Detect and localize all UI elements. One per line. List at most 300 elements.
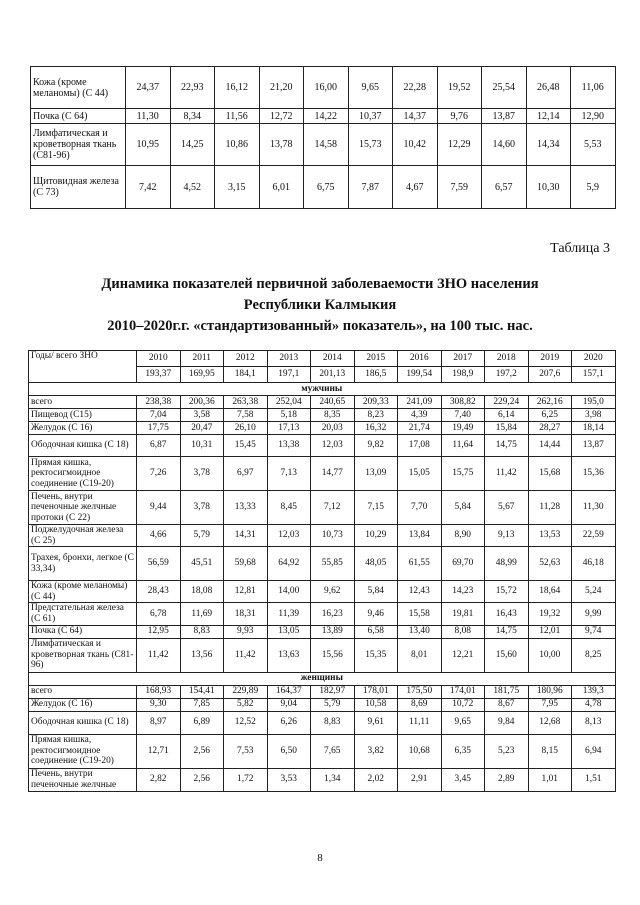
section-women-label: женщины xyxy=(29,672,616,685)
cell: 11,64 xyxy=(441,435,485,457)
cell: 6,50 xyxy=(267,734,311,768)
title-line: Республики Калмыкия xyxy=(243,297,397,313)
cell: 2,02 xyxy=(354,768,398,791)
year-header: 2016 xyxy=(398,351,442,367)
cell: 7,26 xyxy=(137,457,181,491)
cell: 10,73 xyxy=(311,525,355,547)
cell: 11,11 xyxy=(398,711,442,734)
cell: 139,3 xyxy=(572,685,616,698)
cell: 6,26 xyxy=(267,711,311,734)
cell: 15,35 xyxy=(354,638,398,672)
cell: 10,72 xyxy=(441,698,485,711)
cell: 9,46 xyxy=(354,603,398,625)
row-label: Ободочная кишка (С 18) xyxy=(29,711,137,734)
cell: 11,42 xyxy=(137,638,181,672)
table-row xyxy=(29,625,616,638)
table-row xyxy=(29,491,616,525)
cell: 59,68 xyxy=(224,547,268,581)
cell: 7,04 xyxy=(137,409,181,422)
cell: 11,30 xyxy=(572,491,616,525)
cell: 11,28 xyxy=(528,491,572,525)
row-label: Желудок (С 16) xyxy=(29,698,137,711)
cell: 56,59 xyxy=(137,547,181,581)
women-rows xyxy=(29,685,616,791)
cell: 154,41 xyxy=(180,685,224,698)
cell: 10,58 xyxy=(354,698,398,711)
cell: 9,61 xyxy=(354,711,398,734)
cell: 9,84 xyxy=(485,711,529,734)
cell: 48,99 xyxy=(485,547,529,581)
cell: 8,23 xyxy=(354,409,398,422)
cell: 10,86 xyxy=(215,124,260,166)
cell: 5,67 xyxy=(485,491,529,525)
table-row xyxy=(29,435,616,457)
cell: 5,24 xyxy=(572,581,616,603)
cell: 19,49 xyxy=(441,422,485,435)
table-row xyxy=(31,124,616,166)
title-line: 2010–2020г.г. «стандартизованный» показатель», на 100 тыс. нас. xyxy=(107,318,533,334)
cell: 14,58 xyxy=(304,124,349,166)
cell: 45,51 xyxy=(180,547,224,581)
cell: 12,21 xyxy=(441,638,485,672)
row-label: Пищевод (С15) xyxy=(29,409,137,422)
cell: 4,67 xyxy=(393,166,438,209)
cell: 3,53 xyxy=(267,768,311,791)
cell: 178,01 xyxy=(354,685,398,698)
cell: 13,84 xyxy=(398,525,442,547)
cell: 18,31 xyxy=(224,603,268,625)
cell: 8,83 xyxy=(311,711,355,734)
cell: 14,23 xyxy=(441,581,485,603)
cell: 12,90 xyxy=(571,109,616,124)
cell: 16,43 xyxy=(485,603,529,625)
cell: 6,58 xyxy=(354,625,398,638)
cell: 7,15 xyxy=(354,491,398,525)
row-label: Печень, внутри печеночные желчные протоки (С 22) xyxy=(29,491,137,525)
cell: 9,76 xyxy=(437,109,482,124)
cell: 17,08 xyxy=(398,435,442,457)
cell: 11,56 xyxy=(215,109,260,124)
cell: 1,01 xyxy=(528,768,572,791)
cell: 12,72 xyxy=(259,109,304,124)
cell: 7,85 xyxy=(180,698,224,711)
table-row xyxy=(29,734,616,768)
cell: 11,30 xyxy=(126,109,171,124)
cell: 5,18 xyxy=(267,409,311,422)
table-row xyxy=(29,525,616,547)
cell: 14,34 xyxy=(526,124,571,166)
cell: 200,36 xyxy=(180,396,224,409)
cell: 9,93 xyxy=(224,625,268,638)
cell: 12,03 xyxy=(267,525,311,547)
page-title xyxy=(30,274,610,337)
table-label: Таблица 3 xyxy=(550,241,610,256)
cell: 1,72 xyxy=(224,768,268,791)
table-row xyxy=(29,547,616,581)
cell: 3,58 xyxy=(180,409,224,422)
cell: 10,42 xyxy=(393,124,438,166)
cell: 229,89 xyxy=(224,685,268,698)
cell: 16,23 xyxy=(311,603,355,625)
cell: 14,00 xyxy=(267,581,311,603)
cell: 13,63 xyxy=(267,638,311,672)
table-row xyxy=(29,685,616,698)
cell: 10,95 xyxy=(126,124,171,166)
year-header: 2020 xyxy=(572,351,616,367)
total-cell: 169,95 xyxy=(180,367,224,383)
cell: 8,13 xyxy=(572,711,616,734)
cell: 55,85 xyxy=(311,547,355,581)
cell: 14,75 xyxy=(485,625,529,638)
cell: 9,65 xyxy=(348,67,393,109)
cell: 13,33 xyxy=(224,491,268,525)
cell: 229,24 xyxy=(485,396,529,409)
table-row xyxy=(29,768,616,791)
cell: 182,97 xyxy=(311,685,355,698)
row-label: Ободочная кишка (С 18) xyxy=(29,435,137,457)
cell: 5,82 xyxy=(224,698,268,711)
continued-table xyxy=(30,66,616,209)
cell: 2,56 xyxy=(180,734,224,768)
total-cell: 207,6 xyxy=(528,367,572,383)
cell: 3,82 xyxy=(354,734,398,768)
row-label: Почка (С 64) xyxy=(29,625,137,638)
cell: 164,37 xyxy=(267,685,311,698)
cell: 16,00 xyxy=(304,67,349,109)
row-label: Прямая кишка, ректосигмоидное соединение (С19-20) xyxy=(29,457,137,491)
row-label: Почка (С 64) xyxy=(31,109,126,124)
cell: 6,01 xyxy=(259,166,304,209)
cell: 15,60 xyxy=(485,638,529,672)
table-row xyxy=(29,698,616,711)
cell: 15,45 xyxy=(224,435,268,457)
cell: 18,14 xyxy=(572,422,616,435)
row-label: Лимфатическая и кроветворная ткань (С81-96) xyxy=(29,638,137,672)
cell: 13,87 xyxy=(572,435,616,457)
cell: 21,74 xyxy=(398,422,442,435)
total-cell: 198,9 xyxy=(441,367,485,383)
cell: 180,96 xyxy=(528,685,572,698)
cell: 6,87 xyxy=(137,435,181,457)
cell: 15,72 xyxy=(485,581,529,603)
cell: 13,09 xyxy=(354,457,398,491)
total-cell: 201,13 xyxy=(311,367,355,383)
cell: 175,50 xyxy=(398,685,442,698)
cell: 209,33 xyxy=(354,396,398,409)
cell: 12,29 xyxy=(437,124,482,166)
cell: 181,75 xyxy=(485,685,529,698)
cell: 195,0 xyxy=(572,396,616,409)
cell: 9,30 xyxy=(137,698,181,711)
cell: 6,57 xyxy=(482,166,527,209)
cell: 12,71 xyxy=(137,734,181,768)
cell: 5,53 xyxy=(571,124,616,166)
cell: 6,97 xyxy=(224,457,268,491)
header-label: Годы/ всего ЗНО xyxy=(29,351,137,383)
total-cell: 186,5 xyxy=(354,367,398,383)
table-row xyxy=(31,109,616,124)
table-row xyxy=(31,67,616,109)
cell: 1,51 xyxy=(572,768,616,791)
cell: 8,67 xyxy=(485,698,529,711)
cell: 2,82 xyxy=(137,768,181,791)
year-header: 2010 xyxy=(137,351,181,367)
cell: 25,54 xyxy=(482,67,527,109)
cell: 21,20 xyxy=(259,67,304,109)
table-row xyxy=(29,603,616,625)
table-row xyxy=(29,422,616,435)
row-label: Поджелудочная железа (С 25) xyxy=(29,525,137,547)
incidence-table xyxy=(28,350,616,792)
year-header: 2011 xyxy=(180,351,224,367)
total-cell: 197,1 xyxy=(267,367,311,383)
table-row xyxy=(29,638,616,672)
cell: 19,52 xyxy=(437,67,482,109)
cell: 5,84 xyxy=(354,581,398,603)
cell: 3,78 xyxy=(180,491,224,525)
cell: 20,03 xyxy=(311,422,355,435)
cell: 240,65 xyxy=(311,396,355,409)
cell: 10,00 xyxy=(528,638,572,672)
cell: 4,66 xyxy=(137,525,181,547)
cell: 174,01 xyxy=(441,685,485,698)
cell: 11,42 xyxy=(485,457,529,491)
cell: 10,30 xyxy=(526,166,571,209)
year-header: 2019 xyxy=(528,351,572,367)
row-label: Лимфатическая и кроветворная ткань (С81-96) xyxy=(31,124,126,166)
cell: 7,87 xyxy=(348,166,393,209)
cell: 69,70 xyxy=(441,547,485,581)
cell: 20,47 xyxy=(180,422,224,435)
cell: 12,43 xyxy=(398,581,442,603)
cell: 8,83 xyxy=(180,625,224,638)
cell: 6,94 xyxy=(572,734,616,768)
row-label: Кожа (кроме меланомы) (С 44) xyxy=(31,67,126,109)
total-cell: 197,2 xyxy=(485,367,529,383)
title-line: Динамика показателей первичной заболеваемости ЗНО населения xyxy=(101,276,539,292)
section-row xyxy=(29,383,616,396)
table-row xyxy=(29,711,616,734)
cell: 14,60 xyxy=(482,124,527,166)
cell: 13,05 xyxy=(267,625,311,638)
section-men-label: мужчины xyxy=(29,383,616,396)
cell: 252,04 xyxy=(267,396,311,409)
men-rows xyxy=(29,396,616,673)
cell: 61,55 xyxy=(398,547,442,581)
cell: 241,09 xyxy=(398,396,442,409)
row-label: Трахея, бронхи, легкое (С 33,34) xyxy=(29,547,137,581)
table-row xyxy=(31,166,616,209)
table-row xyxy=(29,581,616,603)
cell: 14,37 xyxy=(393,109,438,124)
section-row xyxy=(29,672,616,685)
row-label: Печень, внутри печеночные желчные xyxy=(29,768,137,791)
cell: 7,13 xyxy=(267,457,311,491)
year-header: 2014 xyxy=(311,351,355,367)
row-label: Желудок (С 16) xyxy=(29,422,137,435)
cell: 5,79 xyxy=(311,698,355,711)
cell: 46,18 xyxy=(572,547,616,581)
cell: 7,42 xyxy=(126,166,171,209)
cell: 2,56 xyxy=(180,768,224,791)
cell: 9,44 xyxy=(137,491,181,525)
cell: 12,01 xyxy=(528,625,572,638)
row-label: всего xyxy=(29,396,137,409)
cell: 7,40 xyxy=(441,409,485,422)
cell: 263,38 xyxy=(224,396,268,409)
cell: 7,59 xyxy=(437,166,482,209)
cell: 5,84 xyxy=(441,491,485,525)
cell: 18,64 xyxy=(528,581,572,603)
cell: 9,04 xyxy=(267,698,311,711)
cell: 18,08 xyxy=(180,581,224,603)
header-row xyxy=(29,351,616,367)
cell: 10,37 xyxy=(348,109,393,124)
cell: 13,56 xyxy=(180,638,224,672)
row-label: Предстательная железа (С 61) xyxy=(29,603,137,625)
cell: 19,81 xyxy=(441,603,485,625)
cell: 308,82 xyxy=(441,396,485,409)
cell: 8,15 xyxy=(528,734,572,768)
cell: 7,70 xyxy=(398,491,442,525)
cell: 15,56 xyxy=(311,638,355,672)
row-label: Прямая кишка, ректосигмоидное соединение (С19-20) xyxy=(29,734,137,768)
cell: 11,39 xyxy=(267,603,311,625)
cell: 8,08 xyxy=(441,625,485,638)
cell: 6,78 xyxy=(137,603,181,625)
table-row xyxy=(29,396,616,409)
cell: 22,28 xyxy=(393,67,438,109)
cell: 6,89 xyxy=(180,711,224,734)
total-cell: 199,54 xyxy=(398,367,442,383)
cell: 64,92 xyxy=(267,547,311,581)
cell: 12,95 xyxy=(137,625,181,638)
cell: 9,65 xyxy=(441,711,485,734)
cell: 12,52 xyxy=(224,711,268,734)
cell: 8,25 xyxy=(572,638,616,672)
cell: 4,39 xyxy=(398,409,442,422)
cell: 22,59 xyxy=(572,525,616,547)
cell: 17,75 xyxy=(137,422,181,435)
cell: 9,99 xyxy=(572,603,616,625)
cell: 14,44 xyxy=(528,435,572,457)
cell: 13,40 xyxy=(398,625,442,638)
cell: 168,93 xyxy=(137,685,181,698)
cell: 52,63 xyxy=(528,547,572,581)
table-row xyxy=(29,409,616,422)
cell: 13,87 xyxy=(482,109,527,124)
total-cell: 157,1 xyxy=(572,367,616,383)
cell: 11,42 xyxy=(224,638,268,672)
cell: 3,45 xyxy=(441,768,485,791)
cell: 11,69 xyxy=(180,603,224,625)
cell: 14,25 xyxy=(170,124,215,166)
cell: 7,65 xyxy=(311,734,355,768)
cell: 9,82 xyxy=(354,435,398,457)
cell: 16,32 xyxy=(354,422,398,435)
cell: 3,15 xyxy=(215,166,260,209)
row-label: Щитовидная железа (С 73) xyxy=(31,166,126,209)
cell: 8,34 xyxy=(170,109,215,124)
cell: 8,45 xyxy=(267,491,311,525)
cell: 15,68 xyxy=(528,457,572,491)
cell: 5,23 xyxy=(485,734,529,768)
cell: 5,79 xyxy=(180,525,224,547)
cell: 12,03 xyxy=(311,435,355,457)
cell: 9,62 xyxy=(311,581,355,603)
cell: 13,38 xyxy=(267,435,311,457)
cell: 28,43 xyxy=(137,581,181,603)
year-header: 2012 xyxy=(224,351,268,367)
cell: 19,32 xyxy=(528,603,572,625)
cell: 3,78 xyxy=(180,457,224,491)
cell: 13,53 xyxy=(528,525,572,547)
cell: 8,35 xyxy=(311,409,355,422)
cell: 10,68 xyxy=(398,734,442,768)
cell: 14,77 xyxy=(311,457,355,491)
cell: 8,01 xyxy=(398,638,442,672)
cell: 1,34 xyxy=(311,768,355,791)
cell: 4,52 xyxy=(170,166,215,209)
cell: 8,90 xyxy=(441,525,485,547)
cell: 14,22 xyxy=(304,109,349,124)
cell: 14,31 xyxy=(224,525,268,547)
page-number: 8 xyxy=(317,852,323,864)
cell: 14,75 xyxy=(485,435,529,457)
cell: 15,75 xyxy=(441,457,485,491)
total-cell: 193,37 xyxy=(137,367,181,383)
cell: 6,25 xyxy=(528,409,572,422)
cell: 15,73 xyxy=(348,124,393,166)
cell: 7,12 xyxy=(311,491,355,525)
table-row xyxy=(29,457,616,491)
cell: 238,38 xyxy=(137,396,181,409)
cell: 24,37 xyxy=(126,67,171,109)
cell: 7,58 xyxy=(224,409,268,422)
cell: 15,36 xyxy=(572,457,616,491)
cell: 28,27 xyxy=(528,422,572,435)
cell: 15,58 xyxy=(398,603,442,625)
cell: 11,06 xyxy=(571,67,616,109)
year-header: 2013 xyxy=(267,351,311,367)
cell: 8,97 xyxy=(137,711,181,734)
year-header: 2018 xyxy=(485,351,529,367)
cell: 12,68 xyxy=(528,711,572,734)
cell: 6,14 xyxy=(485,409,529,422)
cell: 15,84 xyxy=(485,422,529,435)
year-header: 2015 xyxy=(354,351,398,367)
cell: 26,10 xyxy=(224,422,268,435)
cell: 16,12 xyxy=(215,67,260,109)
cell: 10,31 xyxy=(180,435,224,457)
year-header: 2017 xyxy=(441,351,485,367)
cell: 8,69 xyxy=(398,698,442,711)
cell: 9,74 xyxy=(572,625,616,638)
row-label: всего xyxy=(29,685,137,698)
total-cell: 184,1 xyxy=(224,367,268,383)
cell: 2,91 xyxy=(398,768,442,791)
cell: 22,93 xyxy=(170,67,215,109)
cell: 12,14 xyxy=(526,109,571,124)
cell: 7,95 xyxy=(528,698,572,711)
row-label: Кожа (кроме меланомы) (С 44) xyxy=(29,581,137,603)
cell: 262,16 xyxy=(528,396,572,409)
cell: 17,13 xyxy=(267,422,311,435)
cell: 7,53 xyxy=(224,734,268,768)
cell: 13,89 xyxy=(311,625,355,638)
cell: 15,05 xyxy=(398,457,442,491)
cell: 4,78 xyxy=(572,698,616,711)
